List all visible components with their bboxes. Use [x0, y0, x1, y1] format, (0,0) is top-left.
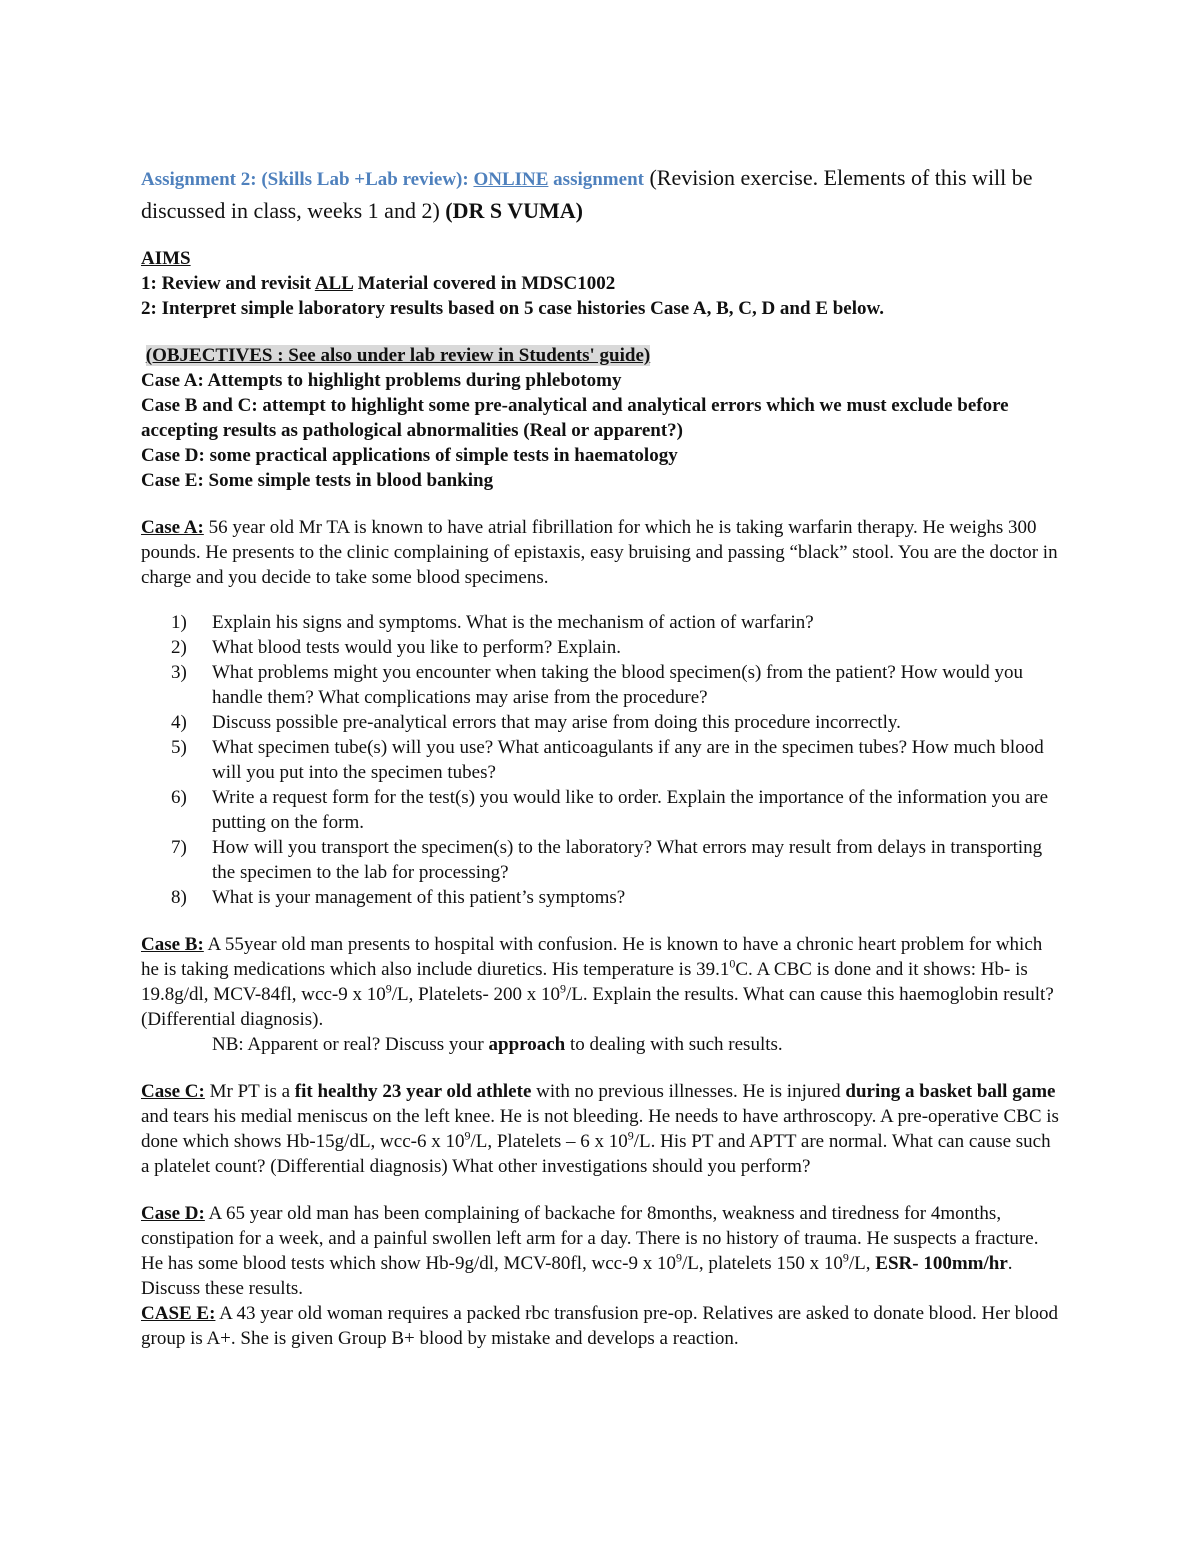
- case-c-text-5: and tears his medial meniscus on the left knee. He is not bleeding. He needs to have arthroscopy. A pre-operative CBC is done which shows Hb-15g/dL, wcc-6 x 10: [141, 1106, 1059, 1152]
- question-text: Discuss possible pre-analytical errors that may arise from doing this procedure incorrectly.: [212, 712, 901, 733]
- question-number: 5): [171, 737, 187, 758]
- case-b-text-1: A 55year old man presents to hospital with confusion. He is known to have a chronic heart problem for which he is taking medications which also include diuretics. His temperature is 39.1: [141, 934, 1043, 980]
- case-c-label: Case C:: [141, 1081, 205, 1102]
- exponent-superscript: 9: [627, 1128, 634, 1143]
- objectives-heading: [141, 343, 1061, 368]
- case-b-text-4: /L. Explain the results. What can cause this haemoglobin result? (Differential diagnosis).: [141, 984, 1054, 1030]
- case-e-section: [141, 1301, 1061, 1351]
- question-item: [141, 785, 1061, 835]
- aims-item-2: 2: Interpret simple laboratory results based on 5 case histories Case A, B, C, D and E below.: [141, 298, 884, 319]
- question-number: 6): [171, 787, 187, 808]
- question-text: What is your management of this patient’s symptoms?: [212, 887, 626, 908]
- question-item: [141, 735, 1061, 785]
- case-e-label: CASE E:: [141, 1303, 216, 1324]
- case-b-note-1: NB: Apparent or real? Discuss your: [212, 1034, 489, 1055]
- question-item: [141, 635, 1061, 660]
- question-number: 3): [171, 662, 187, 683]
- aims-item-1-a: 1: Review and revisit: [141, 273, 315, 294]
- case-c-text-3: with no previous illnesses. He is injured: [531, 1081, 846, 1102]
- case-c-athlete: fit healthy 23 year old athlete: [294, 1081, 532, 1102]
- exponent-superscript: 9: [385, 981, 392, 996]
- question-number: 2): [171, 637, 187, 658]
- case-b-text-2: C. A CBC is done and it shows: Hb- is 19.8g/dl, MCV-84fl, wcc-9 x 10: [141, 959, 1028, 1005]
- case-d-text-3: /L,: [848, 1253, 876, 1274]
- question-text: How will you transport the specimen(s) to the laboratory? What errors may result from delays in transporting the specimen to the lab for processing?: [212, 837, 1043, 883]
- case-b-text-3: /L, Platelets- 200 x 10: [391, 984, 561, 1005]
- case-b-note-3: to dealing with such results.: [565, 1034, 783, 1055]
- case-b-section: [141, 932, 1061, 1057]
- question-item: [141, 835, 1061, 885]
- aims-item-1-all: ALL: [314, 273, 353, 294]
- exponent-superscript: 9: [464, 1128, 471, 1143]
- case-d-text-1: A 65 year old man has been complaining of backache for 8months, weakness and tiredness for 4months, constipation for a week, and a painful swollen left arm for a day. There is no history of trauma. He suspects a fracture. He has some blood tests which show Hb-9g/dl, MCV-80fl, wcc-9 x 10: [141, 1203, 1039, 1274]
- case-c-game: during a basket ball game: [845, 1081, 1056, 1102]
- case-d-label: Case D:: [141, 1203, 205, 1224]
- case-a-text: [141, 515, 1061, 590]
- case-c-text-6: /L, Platelets – 6 x 10: [470, 1131, 628, 1152]
- aims-item-1: [141, 271, 1061, 296]
- case-a-questions: [141, 610, 1061, 910]
- question-text: What problems might you encounter when taking the blood specimen(s) from the patient? How would you handle them? What complications may arise from the procedure?: [212, 662, 1024, 708]
- title-online: ONLINE: [473, 169, 549, 190]
- case-d-text: [141, 1201, 1061, 1301]
- case-c-section: [141, 1079, 1061, 1179]
- case-a-section: [141, 515, 1061, 910]
- case-d-esr: ESR- 100mm/hr: [875, 1253, 1008, 1274]
- question-text: What blood tests would you like to perform? Explain.: [212, 637, 621, 658]
- case-b-note: [141, 1032, 1061, 1057]
- question-text: Explain his signs and symptoms. What is the mechanism of action of warfarin?: [212, 612, 814, 633]
- document-content: [141, 162, 1061, 1351]
- aims-heading: AIMS: [141, 248, 191, 269]
- case-c-text-1: Mr PT is a: [204, 1081, 295, 1102]
- question-number: 7): [171, 837, 187, 858]
- degree-superscript: 0: [729, 956, 736, 971]
- case-c-text-7: /L. His PT and APTT are normal. What can cause such a platelet count? (Differential diagnosis) What other investigations should you perform?: [141, 1131, 1051, 1177]
- question-text: What specimen tube(s) will you use? What anticoagulants if any are in the specimen tubes? How much blood will you put into the specimen tubes?: [212, 737, 1044, 783]
- aims-item-1-c: Material covered in MDSC1002: [352, 273, 616, 294]
- question-item: [141, 610, 1061, 635]
- objectives-section: [141, 343, 1061, 493]
- case-b-note-approach: approach: [488, 1034, 566, 1055]
- case-a-label: Case A:: [141, 517, 204, 538]
- objectives-heading-text: (OBJECTIVES : See also under lab review in Students' guide): [145, 345, 651, 366]
- question-item: [141, 710, 1061, 735]
- exponent-superscript: 9: [842, 1250, 849, 1265]
- title-author: (DR S VUMA): [445, 198, 583, 223]
- question-item: [141, 885, 1061, 910]
- case-e-description: A 43 year old woman requires a packed rbc transfusion pre-op. Relatives are asked to donate blood. Her blood group is A+. She is given Group B+ blood by mistake and develops a reaction.: [141, 1303, 1059, 1349]
- case-d-section: [141, 1201, 1061, 1301]
- case-d-text-2: /L, platelets 150 x 10: [681, 1253, 843, 1274]
- case-b-label: Case B:: [141, 934, 204, 955]
- question-number: 4): [171, 712, 187, 733]
- question-number: 8): [171, 887, 187, 908]
- question-item: [141, 660, 1061, 710]
- title-prefix: Assignment 2: (Skills Lab +Lab review):: [141, 169, 474, 190]
- title-assignment: assignment: [548, 169, 644, 190]
- objective-case-d: Case D: some practical applications of simple tests in haematology: [141, 445, 678, 466]
- objective-case-a: Case A: Attempts to highlight problems during phlebotomy: [141, 370, 622, 391]
- question-number: 1): [171, 612, 187, 633]
- case-d-text-5: . Discuss these results.: [141, 1253, 1013, 1299]
- exponent-superscript: 9: [560, 981, 567, 996]
- objective-case-bc: Case B and C: attempt to highlight some pre-analytical and analytical errors which we must exclude before accepting results as pathological abnormalities (Real or apparent?): [141, 395, 1009, 441]
- objective-case-e: Case E: Some simple tests in blood banking: [141, 470, 494, 491]
- case-e-text: [141, 1301, 1061, 1351]
- question-text: Write a request form for the test(s) you would like to order. Explain the importance of the information you are putting on the form.: [212, 787, 1049, 833]
- title-revision-note: (Revision exercise. Elements of this will be discussed in class, weeks 1 and 2): [141, 165, 1033, 223]
- aims-section: [141, 246, 1061, 321]
- assignment-title: [141, 162, 1061, 226]
- case-b-text: [141, 932, 1061, 1032]
- case-a-description: 56 year old Mr TA is known to have atrial fibrillation for which he is taking warfarin therapy. He weighs 300 pounds. He presents to the clinic complaining of epistaxis, easy bruising and passing “black” stool. You are the doctor in charge and you decide to take some blood specimens.: [141, 517, 1058, 588]
- case-c-text: [141, 1079, 1061, 1179]
- exponent-superscript: 9: [675, 1250, 682, 1265]
